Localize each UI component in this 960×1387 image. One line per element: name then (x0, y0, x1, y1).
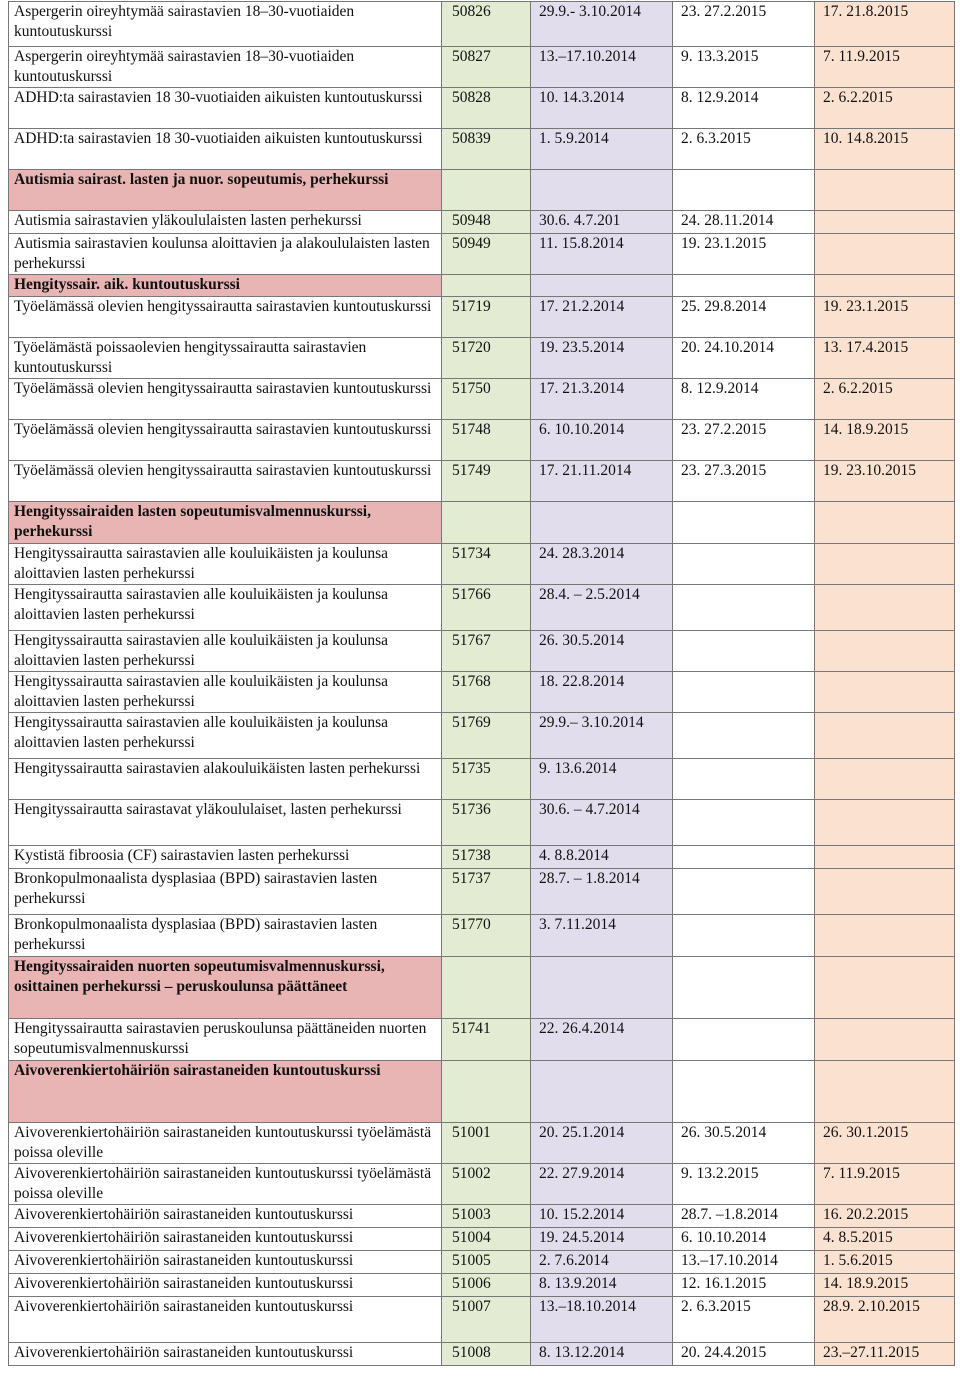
course-name: Hengityssairautta sairastavien alakouluikäisten lasten perhekurssi (9, 759, 442, 800)
course-row (9, 1164, 955, 1205)
course-code: 50827 (442, 47, 531, 88)
course-date-3 (815, 957, 955, 1019)
course-date-3: 19. 23.10.2015 (815, 461, 955, 502)
course-date-2: 20. 24.4.2015 (673, 1343, 815, 1366)
course-date-2: 25. 29.8.2014 (673, 297, 815, 338)
course-date-1: 20. 25.1.2014 (531, 1123, 673, 1164)
course-date-2 (673, 915, 815, 957)
course-date-1: 28.4. – 2.5.2014 (531, 585, 673, 631)
course-code (442, 1061, 531, 1123)
course-date-3 (815, 585, 955, 631)
course-date-2 (673, 800, 815, 846)
course-date-1: 4. 8.8.2014 (531, 846, 673, 869)
course-name: Hengityssairautta sairastavien alle kouluikäisten ja koulunsa aloittavien lasten perhekurssi (9, 585, 442, 631)
course-code: 51766 (442, 585, 531, 631)
course-date-3: 14. 18.9.2015 (815, 1274, 955, 1297)
course-date-2: 28.7. –1.8.2014 (673, 1205, 815, 1228)
course-code: 50826 (442, 2, 531, 47)
course-row (9, 129, 955, 170)
course-name: Aivoverenkiertohäiriön sairastaneiden kuntoutuskurssi työelämästä poissa oleville (9, 1123, 442, 1164)
course-date-2: 2. 6.3.2015 (673, 1297, 815, 1343)
course-name: Aspergerin oireyhtymää sairastavien 18–30-vuotiaiden kuntoutuskurssi (9, 2, 442, 47)
course-row (9, 2, 955, 47)
course-code: 50839 (442, 129, 531, 170)
course-code: 51734 (442, 544, 531, 585)
course-date-2 (673, 1061, 815, 1123)
course-date-2 (673, 869, 815, 915)
course-date-3 (815, 869, 955, 915)
course-row (9, 1274, 955, 1297)
course-date-2 (673, 846, 815, 869)
course-date-2 (673, 759, 815, 800)
course-date-3: 16. 20.2.2015 (815, 1205, 955, 1228)
course-name: Kystistä fibroosia (CF) sairastavien lasten perhekurssi (9, 846, 442, 869)
course-date-3 (815, 211, 955, 234)
course-code: 51735 (442, 759, 531, 800)
course-code: 51002 (442, 1164, 531, 1205)
course-date-1: 18. 22.8.2014 (531, 672, 673, 713)
course-date-2 (673, 502, 815, 544)
course-date-2: 23. 27.2.2015 (673, 420, 815, 461)
course-row (9, 759, 955, 800)
course-date-2 (673, 672, 815, 713)
course-code: 51004 (442, 1228, 531, 1251)
course-date-3 (815, 915, 955, 957)
course-name: Työelämästä poissaolevien hengityssairautta sairastavien kuntoutuskurssi (9, 338, 442, 379)
course-row (9, 544, 955, 585)
course-date-1: 29.9.- 3.10.2014 (531, 2, 673, 47)
course-code: 50948 (442, 211, 531, 234)
course-row (9, 1123, 955, 1164)
course-date-3 (815, 1061, 955, 1123)
course-code: 51750 (442, 379, 531, 420)
course-row (9, 585, 955, 631)
course-date-2 (673, 275, 815, 297)
course-code: 50828 (442, 88, 531, 129)
course-date-2: 20. 24.10.2014 (673, 338, 815, 379)
course-row (9, 1297, 955, 1343)
course-date-1: 24. 28.3.2014 (531, 544, 673, 585)
course-row (9, 631, 955, 672)
course-date-1 (531, 275, 673, 297)
course-date-1: 3. 7.11.2014 (531, 915, 673, 957)
course-date-1: 13.–17.10.2014 (531, 47, 673, 88)
course-name: Aivoverenkiertohäiriön sairastaneiden kuntoutuskurssi (9, 1297, 442, 1343)
course-code (442, 170, 531, 211)
course-date-1: 19. 24.5.2014 (531, 1228, 673, 1251)
course-name: Aivoverenkiertohäiriön sairastaneiden kuntoutuskurssi (9, 1343, 442, 1366)
course-code: 51008 (442, 1343, 531, 1366)
course-name: Aivoverenkiertohäiriön sairastaneiden kuntoutuskurssi (9, 1274, 442, 1297)
course-date-3: 4. 8.5.2015 (815, 1228, 955, 1251)
course-date-2 (673, 957, 815, 1019)
course-date-1 (531, 170, 673, 211)
section-header-row (9, 170, 955, 211)
course-date-2 (673, 170, 815, 211)
course-code: 51749 (442, 461, 531, 502)
course-date-3: 13. 17.4.2015 (815, 338, 955, 379)
course-date-3 (815, 1019, 955, 1061)
course-row (9, 420, 955, 461)
course-date-1: 9. 13.6.2014 (531, 759, 673, 800)
course-row (9, 1343, 955, 1366)
course-code: 51738 (442, 846, 531, 869)
course-code: 51007 (442, 1297, 531, 1343)
course-date-2: 19. 23.1.2015 (673, 234, 815, 275)
course-code: 51001 (442, 1123, 531, 1164)
course-code: 51741 (442, 1019, 531, 1061)
course-date-3: 26. 30.1.2015 (815, 1123, 955, 1164)
course-schedule-table (8, 1, 955, 1366)
course-code: 51719 (442, 297, 531, 338)
section-header-row (9, 502, 955, 544)
course-row (9, 1019, 955, 1061)
course-row (9, 713, 955, 759)
course-code: 51769 (442, 713, 531, 759)
course-row (9, 1251, 955, 1274)
course-date-3 (815, 631, 955, 672)
course-row (9, 461, 955, 502)
course-row (9, 379, 955, 420)
course-date-2: 24. 28.11.2014 (673, 211, 815, 234)
course-row (9, 800, 955, 846)
course-date-3: 1. 5.6.2015 (815, 1251, 955, 1274)
course-date-3: 2. 6.2.2015 (815, 379, 955, 420)
course-date-1: 19. 23.5.2014 (531, 338, 673, 379)
course-row (9, 211, 955, 234)
course-date-2: 9. 13.2.2015 (673, 1164, 815, 1205)
course-date-3: 10. 14.8.2015 (815, 129, 955, 170)
course-name: Työelämässä olevien hengityssairautta sairastavien kuntoutuskurssi (9, 420, 442, 461)
course-date-1: 6. 10.10.2014 (531, 420, 673, 461)
course-date-3: 17. 21.8.2015 (815, 2, 955, 47)
section-header-row (9, 957, 955, 1019)
course-date-3 (815, 170, 955, 211)
course-code: 51767 (442, 631, 531, 672)
course-code: 51737 (442, 869, 531, 915)
course-date-1: 13.–18.10.2014 (531, 1297, 673, 1343)
course-date-3 (815, 759, 955, 800)
course-date-3 (815, 275, 955, 297)
course-code: 51005 (442, 1251, 531, 1274)
course-row (9, 915, 955, 957)
course-date-2 (673, 713, 815, 759)
course-name: Aspergerin oireyhtymää sairastavien 18–30-vuotiaiden kuntoutuskurssi (9, 47, 442, 88)
course-date-3: 28.9. 2.10.2015 (815, 1297, 955, 1343)
course-date-3 (815, 713, 955, 759)
course-date-3: 2. 6.2.2015 (815, 88, 955, 129)
course-date-2: 23. 27.2.2015 (673, 2, 815, 47)
course-date-3: 7. 11.9.2015 (815, 1164, 955, 1205)
section-header-row (9, 275, 955, 297)
course-date-2: 6. 10.10.2014 (673, 1228, 815, 1251)
course-name: Työelämässä olevien hengityssairautta sairastavien kuntoutuskurssi (9, 379, 442, 420)
course-name: Autismia sairastavien koulunsa aloittavien ja alakoululaisten lasten perhekurssi (9, 234, 442, 275)
course-date-3 (815, 800, 955, 846)
course-name: Aivoverenkiertohäiriön sairastaneiden kuntoutuskurssi työelämästä poissa oleville (9, 1164, 442, 1205)
course-date-2 (673, 1019, 815, 1061)
course-date-1: 10. 14.3.2014 (531, 88, 673, 129)
course-name: ADHD:ta sairastavien 18 30-vuotiaiden aikuisten kuntoutuskurssi (9, 129, 442, 170)
course-date-1 (531, 1061, 673, 1123)
course-name: Bronkopulmonaalista dysplasiaa (BPD) sairastavien lasten perhekurssi (9, 915, 442, 957)
course-code (442, 502, 531, 544)
course-date-1: 17. 21.2.2014 (531, 297, 673, 338)
course-code: 51720 (442, 338, 531, 379)
course-date-1: 1. 5.9.2014 (531, 129, 673, 170)
course-name: ADHD:ta sairastavien 18 30-vuotiaiden aikuisten kuntoutuskurssi (9, 88, 442, 129)
course-date-3: 23.–27.11.2015 (815, 1343, 955, 1366)
course-date-1: 2. 7.6.2014 (531, 1251, 673, 1274)
course-row (9, 47, 955, 88)
course-name: Autismia sairast. lasten ja nuor. sopeutumis, perhekurssi (9, 170, 442, 211)
section-header-row (9, 1061, 955, 1123)
course-name: Bronkopulmonaalista dysplasiaa (BPD) sairastavien lasten perhekurssi (9, 869, 442, 915)
course-name: Autismia sairastavien yläkoululaisten lasten perhekurssi (9, 211, 442, 234)
course-date-2: 12. 16.1.2015 (673, 1274, 815, 1297)
course-name: Hengityssairaiden lasten sopeutumisvalmennuskurssi, perhekurssi (9, 502, 442, 544)
course-name: Hengityssairautta sairastavien peruskoulunsa päättäneiden nuorten sopeutumisvalmennuskurssi (9, 1019, 442, 1061)
course-date-3 (815, 672, 955, 713)
course-row (9, 1205, 955, 1228)
course-name: Työelämässä olevien hengityssairautta sairastavien kuntoutuskurssi (9, 461, 442, 502)
course-date-2: 8. 12.9.2014 (673, 88, 815, 129)
course-date-1: 29.9.– 3.10.2014 (531, 713, 673, 759)
course-code: 51003 (442, 1205, 531, 1228)
course-date-1: 22. 27.9.2014 (531, 1164, 673, 1205)
course-row (9, 338, 955, 379)
course-date-2 (673, 544, 815, 585)
course-date-1: 10. 15.2.2014 (531, 1205, 673, 1228)
course-date-2: 26. 30.5.2014 (673, 1123, 815, 1164)
course-code: 51006 (442, 1274, 531, 1297)
course-name: Hengityssairautta sairastavien alle kouluikäisten ja koulunsa aloittavien lasten perhekurssi (9, 672, 442, 713)
course-date-3 (815, 234, 955, 275)
course-code (442, 275, 531, 297)
course-date-1: 30.6. – 4.7.2014 (531, 800, 673, 846)
course-date-2: 23. 27.3.2015 (673, 461, 815, 502)
course-name: Hengityssairautta sairastavien alle kouluikäisten ja koulunsa aloittavien lasten perhekurssi (9, 631, 442, 672)
course-date-1: 17. 21.11.2014 (531, 461, 673, 502)
course-date-1: 30.6. 4.7.201 (531, 211, 673, 234)
course-name: Hengityssairaiden nuorten sopeutumisvalmennuskurssi, osittainen perhekurssi – peruskoulunsa päättäneet (9, 957, 442, 1019)
course-name: Aivoverenkiertohäiriön sairastaneiden kuntoutuskurssi (9, 1228, 442, 1251)
course-date-2: 9. 13.3.2015 (673, 47, 815, 88)
course-code (442, 957, 531, 1019)
course-date-1: 8. 13.12.2014 (531, 1343, 673, 1366)
course-code: 51736 (442, 800, 531, 846)
course-date-2: 2. 6.3.2015 (673, 129, 815, 170)
course-name: Hengityssairautta sairastavat yläkoululaiset, lasten perhekurssi (9, 800, 442, 846)
course-name: Hengityssairautta sairastavien alle kouluikäisten ja koulunsa aloittavien lasten perhekurssi (9, 544, 442, 585)
course-code: 51770 (442, 915, 531, 957)
course-name: Hengityssairautta sairastavien alle kouluikäisten ja koulunsa aloittavien lasten perhekurssi (9, 713, 442, 759)
course-date-2: 8. 12.9.2014 (673, 379, 815, 420)
course-date-1: 22. 26.4.2014 (531, 1019, 673, 1061)
course-row (9, 88, 955, 129)
course-row (9, 1228, 955, 1251)
course-code: 51748 (442, 420, 531, 461)
course-date-1: 17. 21.3.2014 (531, 379, 673, 420)
course-row (9, 869, 955, 915)
course-name: Aivoverenkiertohäiriön sairastaneiden kuntoutuskurssi (9, 1205, 442, 1228)
course-date-1 (531, 502, 673, 544)
course-date-1: 28.7. – 1.8.2014 (531, 869, 673, 915)
course-row (9, 234, 955, 275)
course-date-2 (673, 631, 815, 672)
course-name: Aivoverenkiertohäiriön sairastaneiden kuntoutuskurssi (9, 1251, 442, 1274)
course-date-3 (815, 502, 955, 544)
course-code: 51768 (442, 672, 531, 713)
course-date-3: 19. 23.1.2015 (815, 297, 955, 338)
course-date-3: 14. 18.9.2015 (815, 420, 955, 461)
course-code: 50949 (442, 234, 531, 275)
course-date-1 (531, 957, 673, 1019)
course-date-1: 11. 15.8.2014 (531, 234, 673, 275)
course-date-3: 7. 11.9.2015 (815, 47, 955, 88)
course-date-1: 8. 13.9.2014 (531, 1274, 673, 1297)
course-date-3 (815, 544, 955, 585)
course-schedule-body (9, 2, 955, 1366)
course-date-3 (815, 846, 955, 869)
course-name: Hengityssair. aik. kuntoutuskurssi (9, 275, 442, 297)
course-name: Työelämässä olevien hengityssairautta sairastavien kuntoutuskurssi (9, 297, 442, 338)
course-row (9, 846, 955, 869)
course-date-2 (673, 585, 815, 631)
course-date-2: 13.–17.10.2014 (673, 1251, 815, 1274)
course-row (9, 297, 955, 338)
course-date-1: 26. 30.5.2014 (531, 631, 673, 672)
course-row (9, 672, 955, 713)
course-name: Aivoverenkiertohäiriön sairastaneiden kuntoutuskurssi (9, 1061, 442, 1123)
